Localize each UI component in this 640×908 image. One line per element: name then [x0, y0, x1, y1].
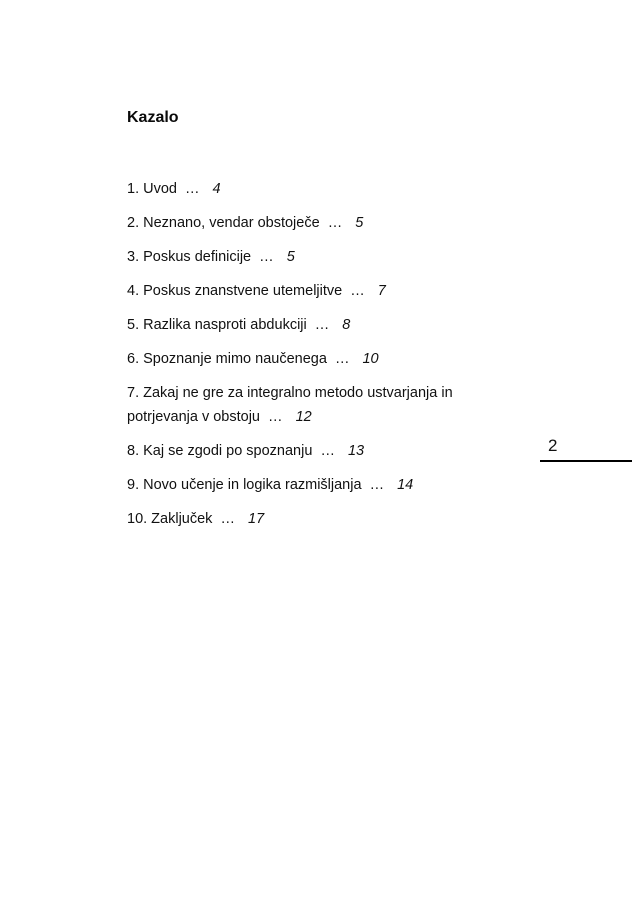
toc-item-label: 1. Uvod — [127, 181, 177, 197]
toc-item-label: 6. Spoznanje mimo naučenega — [127, 351, 327, 367]
toc-item-separator: … — [320, 443, 335, 459]
toc-list — [127, 177, 522, 531]
toc-item-label: 3. Poskus definicije — [127, 249, 252, 265]
toc-content — [127, 108, 522, 541]
toc-item-separator: … — [334, 351, 350, 367]
toc-item-page-number: 4 — [212, 181, 221, 197]
toc-item-label: 4. Poskus znanstvene utemeljitve — [127, 283, 343, 299]
toc-item-separator: … — [327, 215, 343, 231]
toc-item — [127, 507, 522, 531]
toc-item — [127, 313, 522, 337]
toc-item-page-number: 10 — [362, 351, 379, 367]
toc-item-page-number: 12 — [295, 409, 312, 425]
toc-item-page-number: 8 — [342, 317, 351, 333]
horizontal-rule — [540, 460, 632, 462]
toc-item-separator: … — [220, 511, 235, 527]
toc-item-page-number: 17 — [248, 511, 265, 527]
page-title: Kazalo — [127, 109, 179, 126]
toc-item-label: 5. Razlika nasproti abdukciji — [127, 317, 307, 333]
toc-item-separator: … — [350, 283, 365, 299]
toc-item — [127, 473, 522, 497]
corner-page-marker — [540, 433, 632, 462]
toc-item-page-number: 7 — [377, 283, 386, 299]
toc-item-label: 7. Zakaj ne gre za integralno metodo ustvarjanja in potrjevanja v obstoju — [127, 385, 453, 425]
toc-item — [127, 439, 522, 463]
toc-item — [127, 279, 522, 303]
toc-item — [127, 177, 522, 201]
toc-item-page-number: 14 — [397, 477, 414, 493]
toc-item — [127, 245, 522, 269]
toc-item-label: 2. Neznano, vendar obstoječe — [127, 215, 320, 231]
toc-item-separator: … — [314, 317, 330, 333]
toc-item-separator: … — [369, 477, 385, 493]
toc-item-page-number: 5 — [286, 249, 295, 265]
toc-item — [127, 347, 522, 371]
toc-item-label: 9. Novo učenje in logika razmišljanja — [127, 477, 362, 493]
corner-page-number: 2 — [548, 436, 558, 455]
toc-item-separator: … — [268, 409, 283, 425]
toc-item-label: 8. Kaj se zgodi po spoznanju — [127, 443, 313, 459]
toc-item — [127, 381, 522, 429]
toc-item-separator: … — [259, 249, 274, 265]
toc-item-label: 10. Zaključek — [127, 511, 213, 527]
toc-item-separator: … — [185, 181, 200, 197]
toc-item-page-number: 5 — [355, 215, 364, 231]
toc-item-page-number: 13 — [347, 443, 365, 459]
toc-item — [127, 211, 522, 235]
